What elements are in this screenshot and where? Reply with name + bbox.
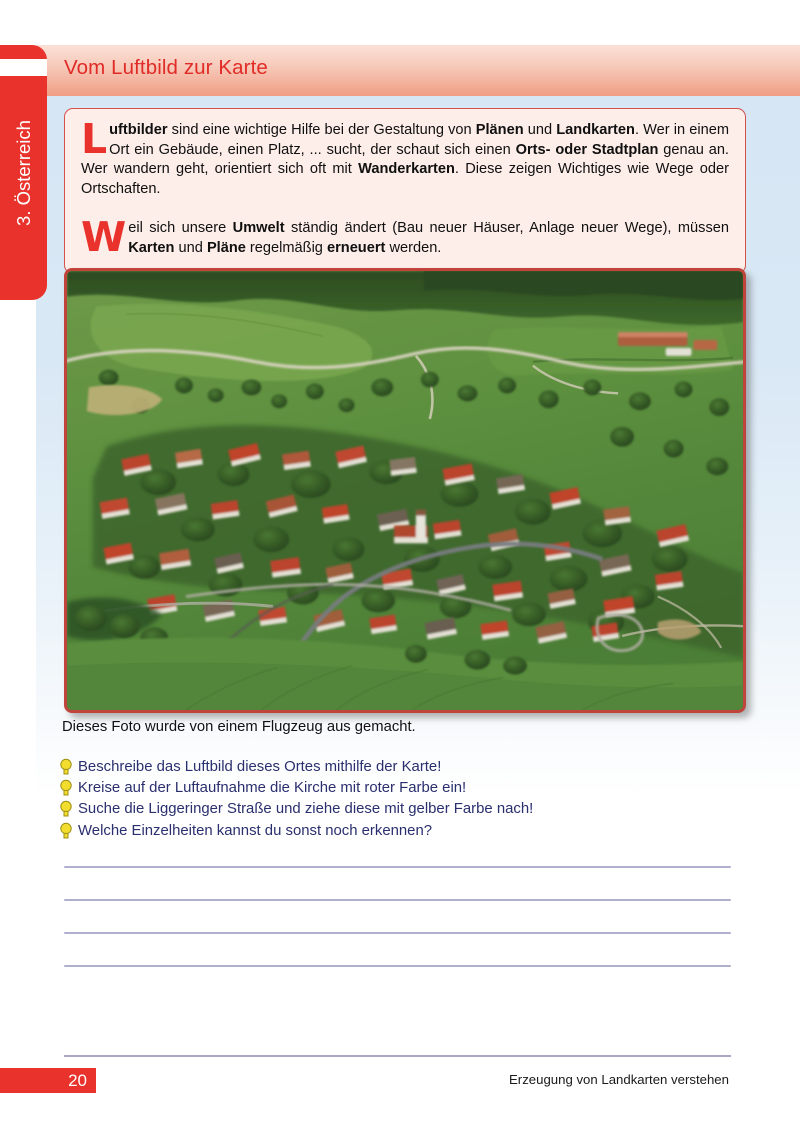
chapter-tab-label: 3. Österreich [12,119,34,226]
question-text: Welche Einzelheiten kannst du sonst noch erkennen? [78,822,433,839]
intro-paragraph-1-text: uftbilder sind eine wichtige Hilfe bei der Gestaltung von Plänen und Landkarten. Wer in einem Ort ein Gebäude, einen Platz, ... sucht, der schaut sich einen Orts- oder Stadtplan genau an. Wer wandern geht, orientiert sich oft mit Wanderkarten. Diese zeigen Wichtiges wie Wege oder Ortschaften. [81,122,730,197]
austria-flag-icon [0,59,47,76]
answer-lines [64,866,731,998]
footer-topic: Erzeugung von Landkarten verstehen [509,1072,729,1087]
question-text: Beschreibe das Luftbild dieses Ortes mithilfe der Karte! [78,759,442,775]
list-item [58,821,748,842]
question-text: Suche die Liggeringer Straße und ziehe diese mit gelber Farbe nach! [78,801,534,818]
answer-line [64,899,731,901]
lightbulb-icon [58,779,74,797]
lightbulb-icon [58,758,74,776]
list-item [58,799,748,820]
answer-line [64,965,731,967]
dropcap-L: L [81,115,108,163]
aerial-photo-image [67,271,743,710]
page-title: Vom Luftbild zur Karte [64,56,268,79]
intro-paragraph-2 [81,213,729,262]
page-number: 20 [68,1070,87,1090]
question-text: Kreise auf der Luftaufnahme die Kirche mit roter Farbe ein! [78,780,467,797]
list-item [58,757,748,778]
question-list [58,757,748,842]
intro-textbox [64,108,746,274]
answer-line [64,932,731,934]
lightbulb-icon [58,800,74,818]
answer-line [64,866,731,868]
lightbulb-icon [58,822,74,840]
aerial-photo [64,268,746,713]
intro-paragraph-1 [81,115,730,199]
chapter-tab[interactable] [0,45,47,300]
photo-caption: Dieses Foto wurde von einem Flugzeug aus gemacht. [62,719,416,735]
footer-divider [64,1055,731,1057]
list-item [58,778,748,799]
intro-paragraph-2-text: eil sich unsere Umwelt ständig ändert (Bau neuer Häuser, Anlage neuer Wege), müssen Karten und Pläne regelmäßig erneuert werden. [128,220,729,256]
dropcap-W: W [81,213,127,262]
page-number-box [0,1068,96,1093]
aerial-photo-svg [67,271,743,710]
